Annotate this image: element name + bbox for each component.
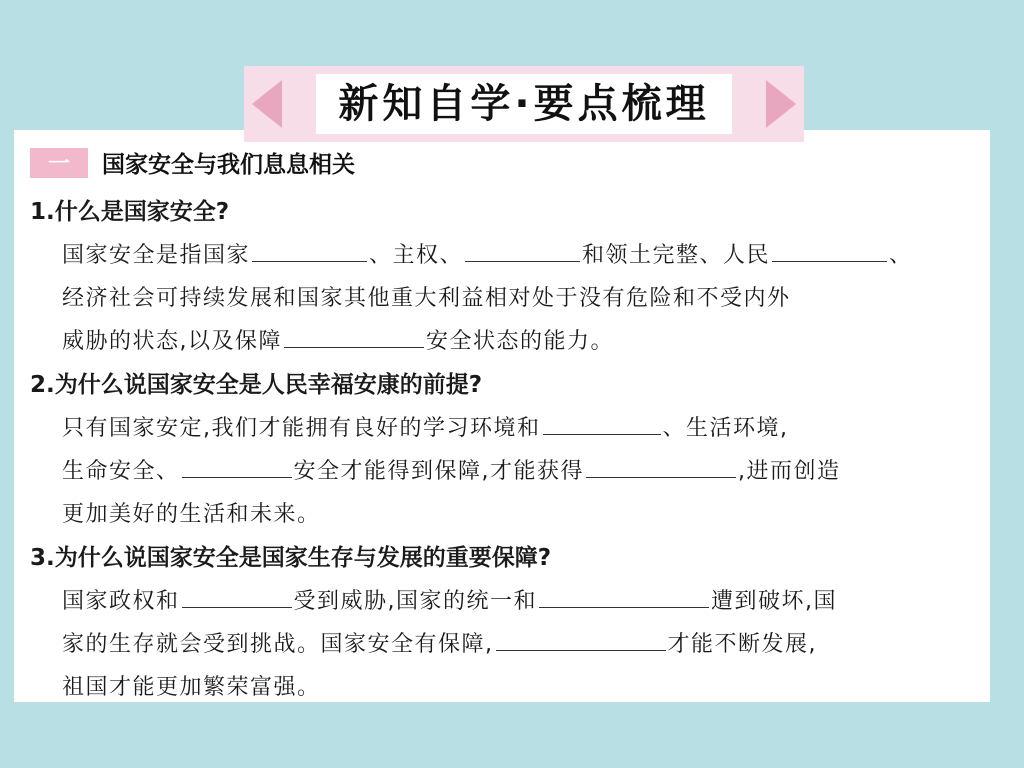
section-title: 国家安全与我们息息相关 xyxy=(102,152,355,178)
question-2: 2.为什么说国家安全是人民幸福安康的前提? xyxy=(30,372,483,398)
fill-blank[interactable] xyxy=(182,589,292,608)
fill-blank[interactable] xyxy=(539,589,709,608)
section-header xyxy=(30,146,355,179)
question-1: 1.什么是国家安全? xyxy=(30,199,230,225)
page-title: 新知自学·要点梳理 xyxy=(316,74,731,134)
answer-line: 经济社会可持续发展和国家其他重大利益相对处于没有危险和不受内外 xyxy=(62,286,791,311)
answer-3 xyxy=(30,580,980,709)
title-banner xyxy=(244,66,804,142)
fill-blank[interactable] xyxy=(496,632,666,651)
fill-blank[interactable] xyxy=(586,459,736,478)
fill-blank[interactable] xyxy=(284,329,424,348)
answer-line: 只有国家安定,我们才能拥有良好的学习环境和 、生活环境, xyxy=(62,416,789,441)
banner-left-arrow-icon xyxy=(252,80,282,128)
answer-line: 国家政权和 受到威胁,国家的统一和 遭到破坏,国 xyxy=(62,589,838,614)
question-list xyxy=(30,190,980,709)
answer-line: 更加美好的生活和未来。 xyxy=(62,502,321,527)
fill-blank[interactable] xyxy=(772,243,887,262)
answer-1 xyxy=(30,234,980,363)
answer-2 xyxy=(30,407,980,536)
answer-line: 生命安全、 安全才能得到保障,才能获得 ,进而创造 xyxy=(62,459,841,484)
answer-line: 国家安全是指国家 、主权、 和领土完整、人民 、 xyxy=(62,243,913,268)
fill-blank[interactable] xyxy=(182,459,292,478)
banner-right-arrow-icon xyxy=(766,80,796,128)
answer-line: 祖国才能更加繁荣富强。 xyxy=(62,675,321,700)
fill-blank[interactable] xyxy=(543,416,661,435)
section-number-badge: 一 xyxy=(30,148,88,178)
answer-line: 威胁的状态,以及保障 安全状态的能力。 xyxy=(62,329,615,354)
fill-blank[interactable] xyxy=(252,243,367,262)
question-3: 3.为什么说国家安全是国家生存与发展的重要保障? xyxy=(30,545,552,571)
fill-blank[interactable] xyxy=(465,243,580,262)
answer-line: 家的生存就会受到挑战。国家安全有保障, 才能不断发展, xyxy=(62,632,817,657)
